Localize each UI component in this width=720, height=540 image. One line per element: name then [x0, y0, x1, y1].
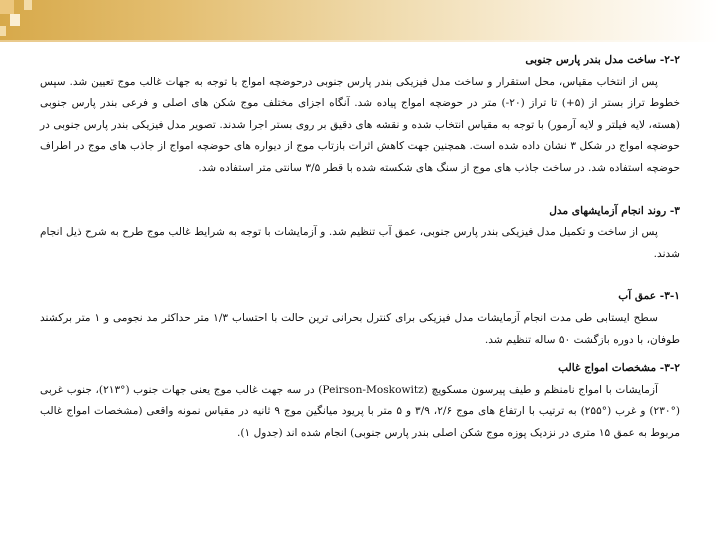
section-heading-dominant-waves: ۳-۲- مشخصات امواج غالب [558, 362, 680, 375]
section-heading-model-construction: ۲-۲- ساخت مدل بندر پارس جنوبی [525, 54, 680, 66]
section-body-test-procedure: پس از ساخت و تکمیل مدل فیزیکی بندر پارس جنوبی، عمق آب تنظیم شد. و آزمایشات با توجه به شرایط غالب موج طرح به شرح ذیل انجام شدند. [40, 226, 680, 260]
title-decoration-line [0, 40, 720, 42]
section-body-water-depth: سطح ایستابی طی مدت انجام آزمایشات مدل فیزیکی برای کنترل بحرانی ترین حالت با احتساب ۱/۳ متر حداکثر مد نجومی و ۱ متر برکشند طوفان، با دوره بازگشت ۵۰ ساله تنظیم شد. [40, 311, 680, 346]
decorative-square [10, 14, 20, 26]
section-body-model-construction: پس از انتخاب مقیاس، محل استقرار و ساخت مدل فیزیکی بندر پارس جنوبی درحوضچه امواج با توجه به جهات غالب موج تعیین شد. سپس خطوط تراز بستر از (۵+) تا تراز (۲۰-) متر در حوضچه امواج پیاده شد. آنگاه اجزای مختلف موج شکن های اصلی و فرعی بندر پارس جنوبی (هسته، لایه فیلتر و لایه آرمور) با توجه به مقیاس انتخاب شده و نقشه های دقیق بر روی بستر اجرا شدند. تصویر مدل فیزیکی بندر پارس جنوبی در حوضچه امواج در شکل ۳ نشان داده شده است. همچنین جهت کاهش اثرات بازتاب موج از دیواره های حوضچه امواج از جاذب های موج در اطراف حوضچه استفاده شد. در ساخت جاذب های موج از سنگ های شکسته شده با قطر ۳/۵ سانتی متر استفاده شد. [40, 75, 680, 174]
spectrum-name: Peirson-Moskowitz [322, 383, 424, 396]
body-text-part: ) در سه جهت غالب موج یعنی جهات جنوب (°۲۱۳)، جنوب غربی (°۲۳۰) و غرب (°۲۵۵) به ترتیب با ارتفاع های موج ۲/۶، ۳/۹ و ۵ متر با پریود میانگین موج ۹ ثانیه در مقیاس نمونه واقعی (مشخصات امواج غالب مربوط به عمق ۱۵ متری در نزدیک پوزه موج شکن اصلی بندر پارس جنوبی) انجام شده اند (جدول ۱). [40, 383, 681, 439]
slide-content [40, 50, 680, 445]
body-text-part: آزمایشات با امواج نامنظم و طیف پیرسون مسکویچ ( [423, 383, 658, 396]
section-heading-test-procedure: ۳- روند انجام آزمایشهای مدل [549, 204, 680, 217]
decorative-square [24, 0, 32, 10]
section-body-dominant-waves [40, 380, 680, 445]
decorative-square [0, 26, 6, 36]
section-heading-water-depth: ۳-۱- عمق آب [618, 290, 680, 303]
decorative-square [0, 0, 14, 14]
title-decoration-bar [0, 0, 720, 40]
